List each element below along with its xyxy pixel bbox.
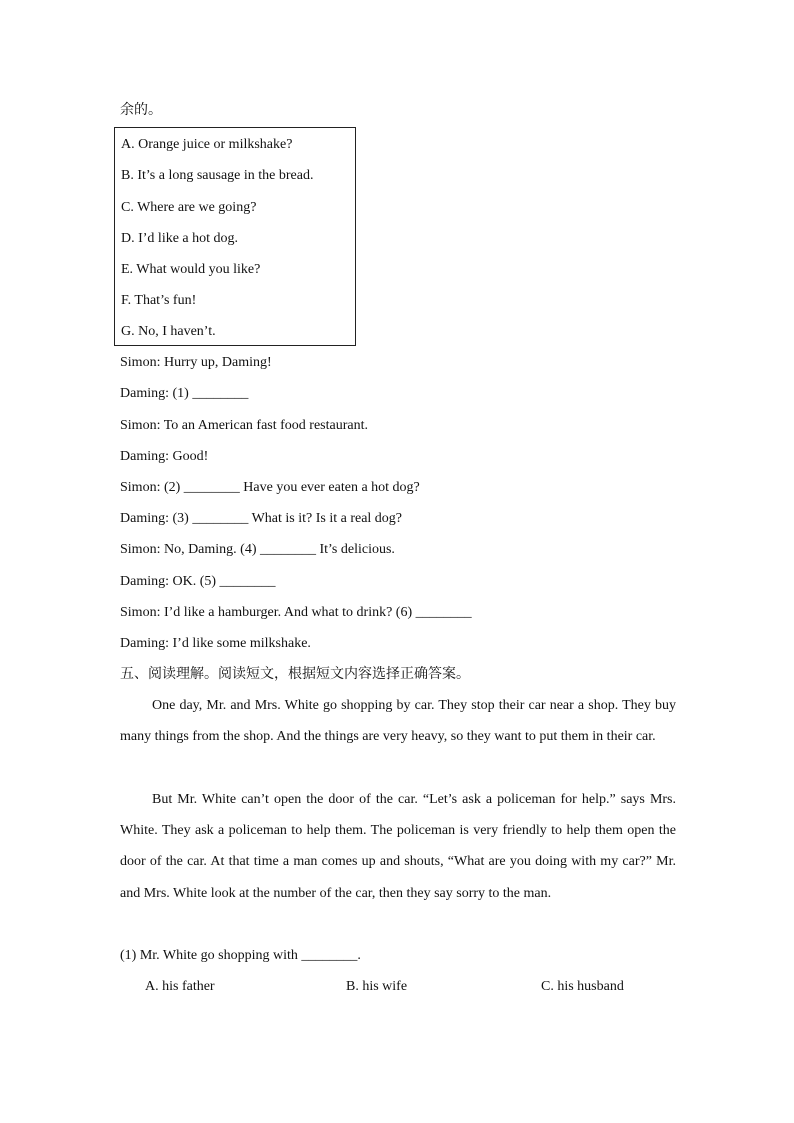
option-b: B. It’s a long sausage in the bread. bbox=[121, 168, 314, 183]
choice-c: C. his husband bbox=[541, 979, 624, 994]
choice-a: A. his father bbox=[145, 979, 215, 994]
reading-paragraph-1: One day, Mr. and Mrs. White go shopping by car. They stop their car near a shop. They buy many things from the shop. And the things are very heavy, so they want to put them in their car. bbox=[120, 698, 676, 745]
dialogue-line: Daming: I’d like some milkshake. bbox=[120, 636, 311, 651]
option-d: D. I’d like a hot dog. bbox=[121, 231, 239, 246]
dialogue-line: Daming: (3) ________ What is it? Is it a real dog? bbox=[120, 511, 403, 526]
dialogue-line: Daming: OK. (5) ________ bbox=[120, 574, 276, 589]
dialogue-line: Simon: No, Daming. (4) ________ It’s delicious. bbox=[120, 542, 395, 557]
option-a: A. Orange juice or milkshake? bbox=[121, 137, 293, 152]
dialogue-line: Simon: (2) ________ Have you ever eaten a hot dog? bbox=[120, 480, 420, 495]
header-fragment: 余的。 bbox=[120, 102, 162, 118]
option-g: G. No, I haven’t. bbox=[121, 324, 216, 339]
dialogue-line: Simon: Hurry up, Daming! bbox=[120, 355, 272, 370]
question-stem: (1) Mr. White go shopping with ________. bbox=[120, 948, 361, 963]
option-c: C. Where are we going? bbox=[121, 200, 257, 215]
choice-b: B. his wife bbox=[346, 979, 408, 994]
section-title: 五、阅读理解。阅读短文，根据短文内容选择正确答案。 bbox=[120, 666, 470, 682]
option-e: E. What would you like? bbox=[121, 262, 261, 277]
dialogue-line: Daming: (1) ________ bbox=[120, 386, 249, 401]
reading-paragraph-2: But Mr. White can’t open the door of the car. “Let’s ask a policeman for help.” says Mrs. White. They ask a policeman to help them. The policeman is very friendly to help them open the door of the car. At that time a man comes up and shouts, “What are you doing with my car?” Mr. and Mrs. White look at the number of the car, then they say sorry to the man. bbox=[120, 792, 676, 901]
options-box bbox=[114, 127, 356, 346]
dialogue-line: Simon: To an American fast food restaurant. bbox=[120, 418, 368, 433]
dialogue-line: Simon: I’d like a hamburger. And what to drink? (6) ________ bbox=[120, 605, 472, 620]
option-f: F. That’s fun! bbox=[121, 293, 197, 308]
dialogue-line: Daming: Good! bbox=[120, 449, 209, 464]
